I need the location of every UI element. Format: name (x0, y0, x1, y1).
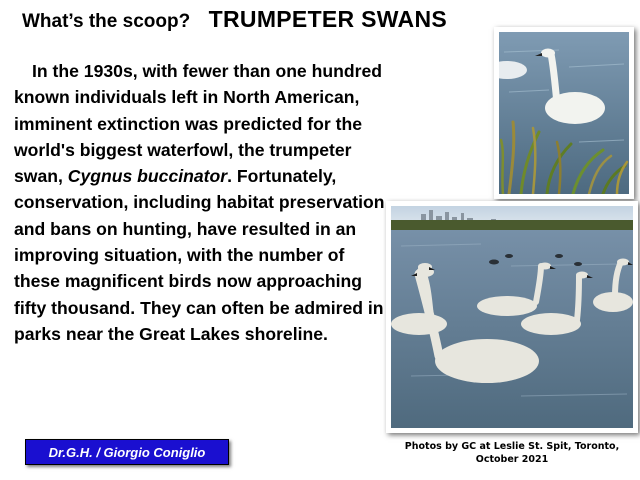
page-title (22, 6, 447, 33)
article-text-part1: In the 1930s, with fewer than one hundred known individuals left in North American, imminent extinction was predicted for the world's biggest waterfowl, the trumpeter swan, (14, 61, 382, 187)
photo-caption (392, 440, 632, 466)
swan-group-image (391, 206, 633, 428)
swan-reeds-image (499, 32, 629, 194)
article-paragraph (14, 58, 386, 347)
species-name: Cygnus buccinator (67, 166, 228, 187)
author-signature: Dr.G.H. / Giorgio Coniglio (25, 439, 229, 465)
swan-photo-reeds (494, 27, 634, 199)
title-question: What’s the scoop? (22, 11, 191, 32)
title-subject: TRUMPETER SWANS (208, 6, 447, 32)
caption-line-1: Photos by GC at Leslie St. Spit, Toronto, (404, 441, 620, 452)
article-text-part2: . Fortunately, conservation, including habitat preservation and bans on hunting, have resulted in an improving situation, with the number of these magnificent birds now approaching fifty thousand. They can often be admired in parks near the Great Lakes shoreline. (14, 166, 385, 344)
swan-photo-group (386, 201, 638, 433)
caption-line-2: October 2021 (475, 454, 549, 465)
